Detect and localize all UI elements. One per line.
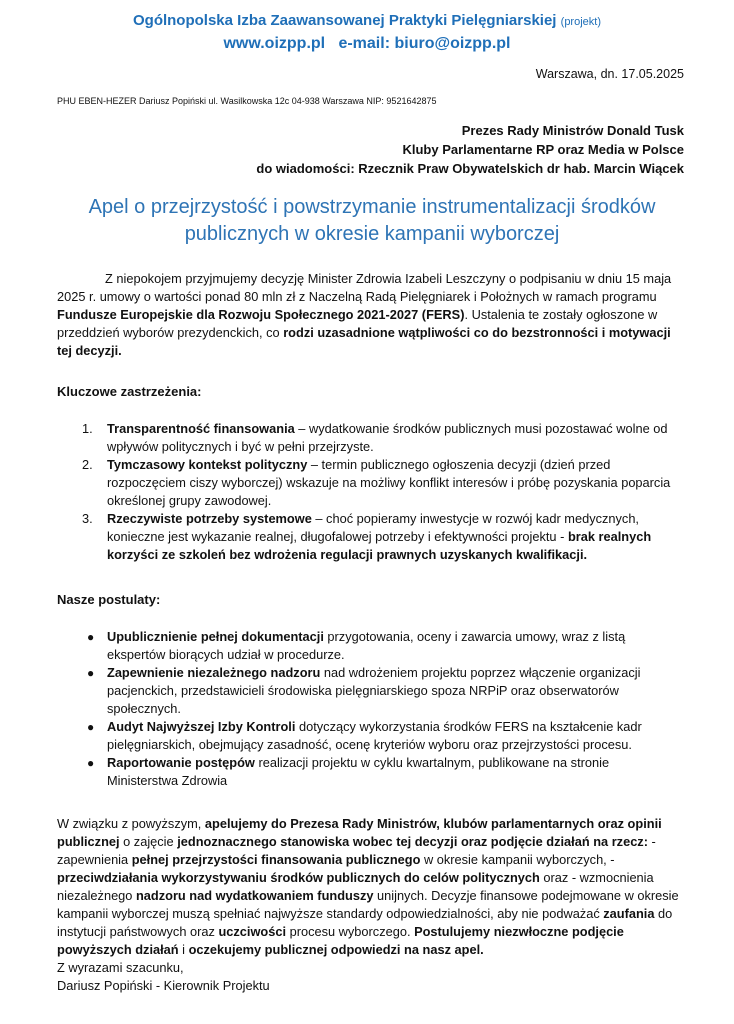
item-bold: Upublicznienie pełnej dokumentacji — [107, 629, 324, 644]
closing-bold: przeciwdziałania wykorzystywaniu środków publicznych do celów politycznych — [57, 870, 540, 885]
closing-bold: uczciwości — [218, 924, 287, 939]
item-number: 1. — [82, 421, 93, 436]
closing-text: w okresie kampanii wyborczych, - — [420, 852, 615, 867]
closing-text: W związku z powyższym, — [57, 816, 205, 831]
sender-address: PHU EBEN-HEZER Dariusz Popiński ul. Wasilkowska 12c 04-938 Warszawa NIP: 9521642875 — [57, 96, 437, 106]
item-bold: Rzeczywiste potrzeby systemowe — [107, 511, 312, 526]
closing-text: unijnych. Decyzje finansowe podejmowane w okresie kampanii wyborczej muszą spełniać najwyższe standardy odpowiedzialności, aby nie podważać — [57, 888, 679, 921]
closing-bold: nadzoru nad wydatkowaniem funduszy — [135, 888, 374, 903]
list-item — [57, 420, 682, 456]
item-text: dotyczący wykorzystania środków FERS na kształcenie kadr pielęgniarskich, obejmujący zasadność, ocenę kryteriów wyboru oraz przejrzystości procesu. — [107, 719, 642, 752]
intro-paragraph — [57, 270, 687, 360]
document-title — [57, 194, 687, 248]
key-concerns-list — [57, 420, 682, 564]
signature-line: Dariusz Popiński - Kierownik Projektu — [57, 978, 270, 993]
item-text: nad wdrożeniem projektu poprzez włączenie organizacji pacjenckich, przedstawicieli środowiska pielęgniarskiego spoza NRPiP oraz obserwatorów społecznych. — [107, 665, 641, 716]
key-concerns-heading: Kluczowe zastrzeżenia: — [57, 384, 202, 399]
intro-bold: Fundusze Europejskie dla Rozwoju Społecznego 2021-2027 (FERS) — [57, 307, 465, 322]
recipients-block — [256, 121, 684, 178]
item-bold: Audyt Najwyższej Izby Kontroli — [107, 719, 296, 734]
bullet-icon: ● — [87, 666, 95, 680]
closing-text: procesu wyborczego. — [286, 924, 415, 939]
document-title-line: Apel o przejrzystość i powstrzymanie instrumentalizacji środków — [88, 196, 656, 218]
list-item — [57, 510, 682, 564]
closing-bold: pełnej przejrzystości finansowania publicznego — [131, 852, 421, 867]
organization-contact — [0, 35, 734, 53]
list-item — [57, 754, 682, 790]
date-line: Warszawa, dn. 17.05.2025 — [535, 67, 684, 81]
closing-text: i — [178, 942, 189, 957]
document-title-line: publicznych w okresie kampanii wyborczej — [184, 223, 560, 245]
list-item — [57, 718, 682, 754]
item-text: realizacji projektu w cyklu kwartalnym, publikowane na stronie Ministerstwa Zdrowia — [107, 755, 610, 788]
intro-text: Z niepokojem przyjmujemy decyzję Minister Zdrowia Izabeli Leszczyny o podpisaniu w dniu 15 maja 2025 r. umowy o wartości ponad 80 mln zł z Naczelną Radą Pielęgniarek i Położnych w ramach programu — [57, 271, 672, 304]
list-item — [57, 456, 682, 510]
list-item — [57, 664, 682, 718]
item-number: 3. — [82, 511, 93, 526]
item-bold: Raportowanie postępów — [107, 755, 255, 770]
item-bold: Tymczasowy kontekst polityczny — [107, 457, 308, 472]
postulates-list — [57, 628, 682, 790]
closing-bold: Postulujemy niezwłoczne podjęcie powyższych działań — [57, 924, 624, 957]
item-bold: brak realnych korzyści ze szkoleń bez wdrożenia regulacji prawnych uzyskanych kwalifikacji. — [107, 529, 652, 562]
postulates-heading: Nasze postulaty: — [57, 592, 161, 607]
item-text: – choć popieramy inwestycje w rozwój kadr medycznych, konieczne jest wykazanie realnej, długofalowej potrzeby i efektywności projektu - — [107, 511, 639, 544]
organization-name-suffix: (projekt) — [560, 16, 601, 28]
closing-paragraph — [57, 815, 687, 995]
intro-text: . Ustalenia te zostały ogłoszone w przeddzień wyborów prezydenckich, co — [57, 307, 658, 340]
regards-line: Z wyrazami szacunku, — [57, 960, 184, 975]
closing-bold: zaufania — [603, 906, 655, 921]
bullet-icon: ● — [87, 630, 95, 644]
closing-text: oraz - wzmocnienia niezależnego — [57, 870, 654, 903]
item-text: – termin publicznego ogłoszenia decyzji (dzień przed rozpoczęciem ciszy wyborczej) wskazuje na możliwy konflikt interesów i próbę pozyskania poparcia określonej grupy zawodowej. — [107, 457, 671, 508]
closing-bold: jednoznacznego stanowiska wobec tej decyzji oraz podjęcie działań na rzecz: — [177, 834, 648, 849]
website-link[interactable]: www.oizpp.pl — [223, 35, 326, 52]
item-bold: Transparentność finansowania — [107, 421, 295, 436]
email-link[interactable]: e-mail: biuro@oizpp.pl — [338, 35, 511, 52]
closing-bold: oczekujemy publicznej odpowiedzi na nasz apel. — [188, 942, 484, 957]
closing-text: - zapewnienia — [57, 834, 656, 867]
closing-text: do instytucji państwowych oraz — [57, 906, 673, 939]
list-item — [57, 628, 682, 664]
intro-bold: rodzi uzasadnione wątpliwości co do bezstronności i motywacji tej decyzji. — [57, 325, 671, 358]
organization-name — [0, 12, 734, 29]
item-text: przygotowania, oceny i zawarcia umowy, wraz z listą ekspertów biorących udział w procedurze. — [107, 629, 626, 662]
organization-name-text: Ogólnopolska Izba Zaawansowanej Praktyki Pielęgniarskiej — [132, 12, 557, 29]
recipient-line: Prezes Rady Ministrów Donald Tusk — [461, 123, 684, 138]
bullet-icon: ● — [87, 756, 95, 770]
closing-bold: apelujemy do Prezesa Rady Ministrów, klubów parlamentarnych oraz opinii publicznej — [57, 816, 662, 849]
recipient-line: Kluby Parlamentarne RP oraz Media w Polsce — [402, 142, 684, 157]
item-text: – wydatkowanie środków publicznych musi pozostawać wolne od wpływów politycznych i być w pełni przejrzyste. — [107, 421, 668, 454]
recipient-line: do wiadomości: Rzecznik Praw Obywatelskich dr hab. Marcin Wiącek — [256, 161, 684, 176]
item-number: 2. — [82, 457, 93, 472]
item-bold: Zapewnienie niezależnego nadzoru — [107, 665, 321, 680]
bullet-icon: ● — [87, 720, 95, 734]
closing-text: o zajęcie — [119, 834, 178, 849]
